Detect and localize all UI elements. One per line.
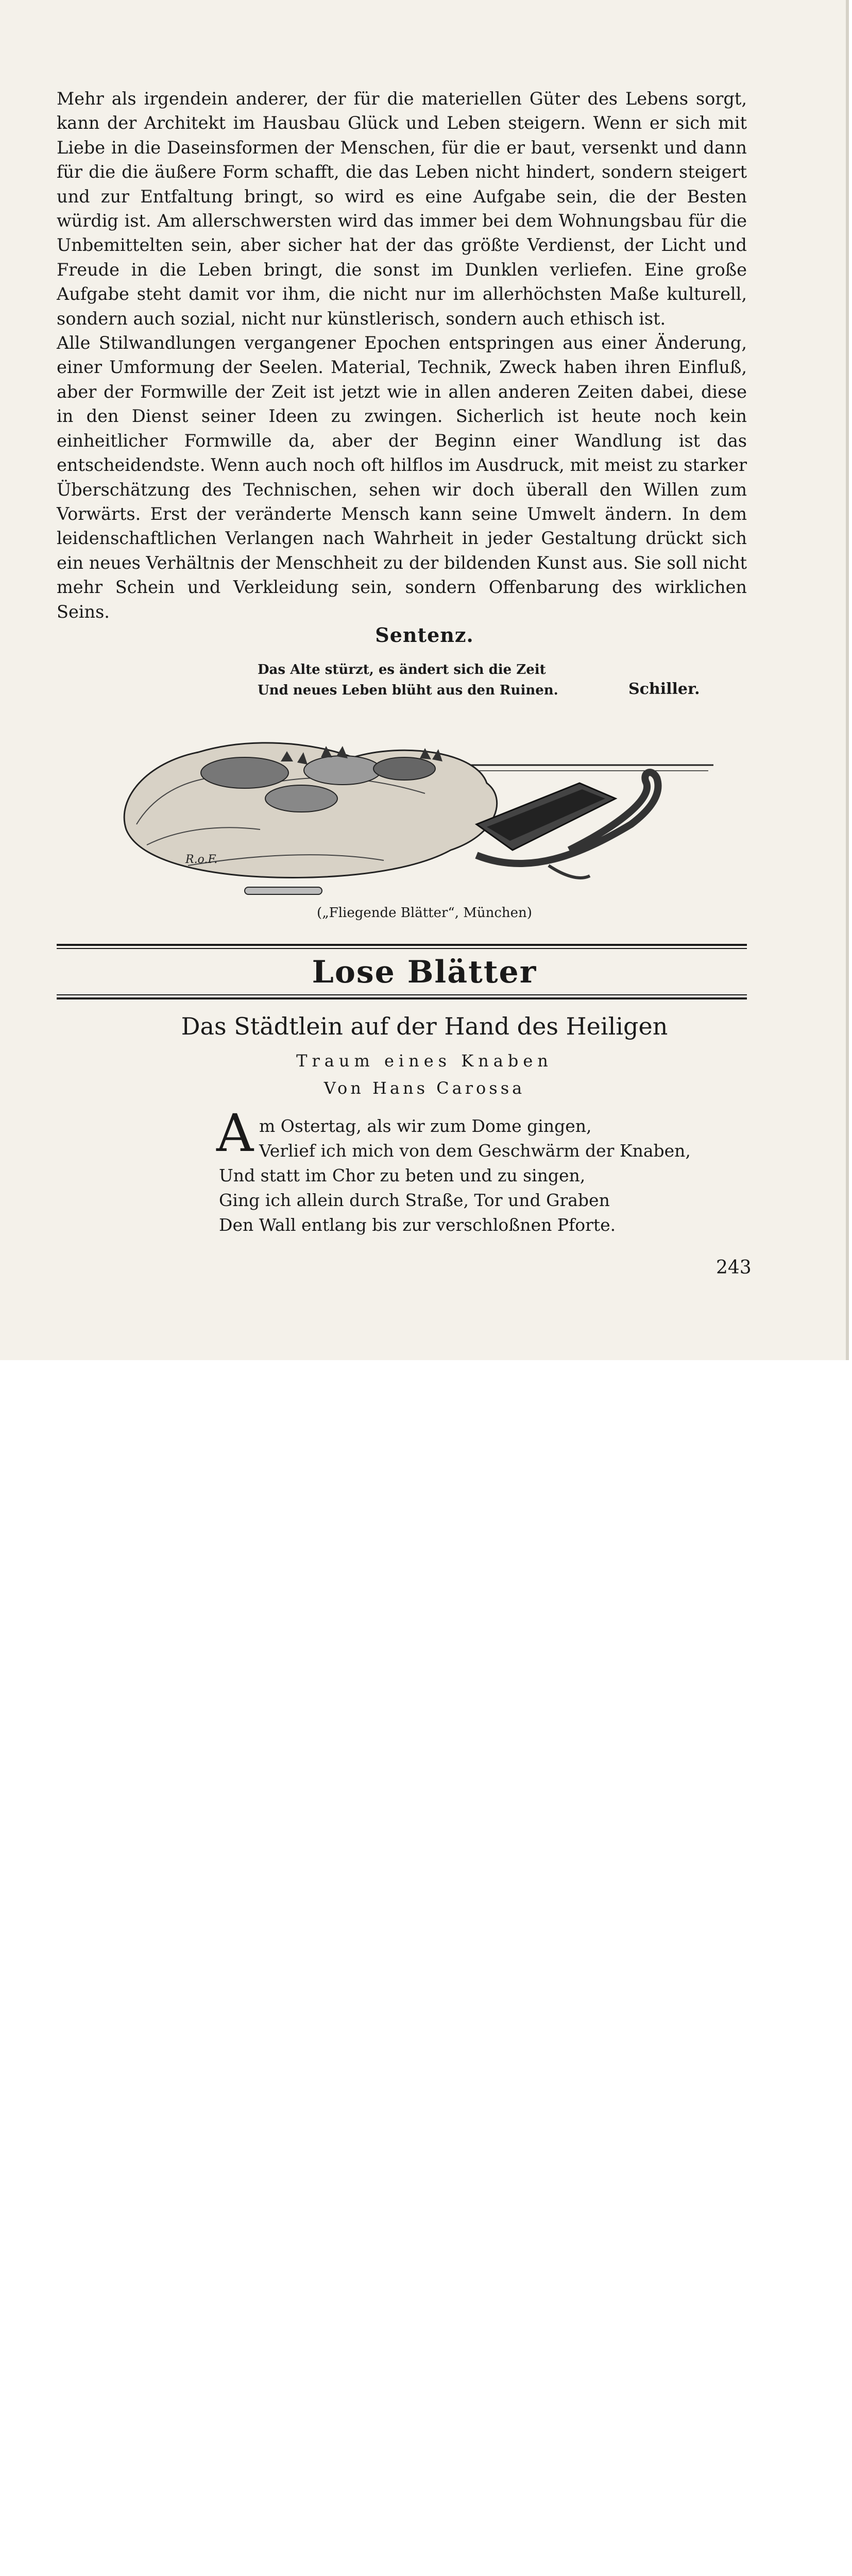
story-title: Das Städtlein auf der Hand des Heiligen xyxy=(181,1012,668,1040)
paragraph-1: Mehr als irgendein anderer, der für die materiellen Güter des Lebens sorgt, kann der Architekt im Hausbau Glück und Leben steigern. Wenn er sich mit Liebe in die Daseinsformen der Menschen, für die er baut, versenkt und dann für die die äußere Form schafft, die das Leben nicht hindert, sondern steigert und zur Entfaltung bringt, so wird es eine Aufgabe sein, die der Besten würdig ist. Am allerschwersten wird das immer bei dem Wohnungsbau für die Unbemittelten sein, aber sicher hat der das größte Verdienst, der Licht und Freude in die Leben bringt, die sonst im Dunklen verliefen. Eine große Aufgabe steht damit vor ihm, die nicht nur im allerhöchsten Maße kulturell, sondern auch sozial, nicht nur künstlerisch, sondern auch ethisch ist. xyxy=(57,89,747,329)
bottom-rule-thin xyxy=(57,994,747,995)
page-edge xyxy=(846,0,849,1360)
page-number: 243 xyxy=(716,1257,752,1278)
poem-line-1: m Ostertag, als wir zum Dome gingen, xyxy=(259,1116,592,1136)
sentenz-heading: Sentenz. xyxy=(375,623,474,647)
poem-line-3: Und statt im Chor zu beten und zu singen, xyxy=(219,1165,586,1185)
quote-line-2: Und neues Leben blüht aus den Ruinen. xyxy=(258,683,558,698)
quote-line-1: Das Alte stürzt, es ändert sich die Zeit xyxy=(258,662,546,677)
cats-illustration xyxy=(116,721,713,907)
sentenz-quote xyxy=(258,659,567,701)
poem xyxy=(219,1114,734,1238)
story-author: Von Hans Carossa xyxy=(323,1078,525,1098)
paragraph-2: Alle Stilwandlungen vergangener Epochen entspringen aus einer Änderung, einer Umformung der Seelen. Material, Technik, Zweck haben ihren Einfluß, aber der Formwille der Zeit ist jetzt wie in allen anderen Zeiten dabei, diese in den Dienst seiner Ideen zu zwingen. Sicherlich ist heute noch kein einheitlicher Formwille da, aber der Beginn einer Wandlung ist das entscheidendste. Wenn auch noch oft hilflos im Ausdruck, mit meist zu starker Überschätzung des Technischen, sehen wir doch überall den Willen zum Vorwärts. Erst der veränderte Mensch kann seine Umwelt ändern. In dem leidenschaftlichen Verlangen nach Wahrheit in jeder Gestaltung drückt sich ein neues Verhältnis der Menschheit zu der bildenden Kunst aus. Sie soll nicht mehr Schein und Verkleidung sein, sondern Offenbarung des wirklichen Seins. xyxy=(57,333,747,622)
bottom-rule-thick xyxy=(57,997,747,999)
quote-author: Schiller. xyxy=(628,680,700,698)
story-subtitle: Traum eines Knaben xyxy=(296,1051,553,1071)
viewer-footer xyxy=(0,1360,852,1423)
poem-line-4: Ging ich allein durch Straße, Tor und Graben xyxy=(219,1190,610,1210)
illustration-caption: („Fliegende Blätter“, München) xyxy=(317,905,532,921)
poem-line-2: Verlief ich mich von dem Geschwärm der Knaben, xyxy=(259,1141,691,1161)
poem-line-5: Den Wall entlang bis zur verschloßnen Pforte. xyxy=(219,1215,616,1235)
top-rule-thick xyxy=(57,944,747,946)
drop-cap: A xyxy=(216,1103,254,1163)
top-rule-thin xyxy=(57,948,747,949)
article-body xyxy=(57,87,747,624)
artist-signature: R.o.F. xyxy=(185,853,218,866)
section-title: Lose Blätter xyxy=(312,954,537,990)
